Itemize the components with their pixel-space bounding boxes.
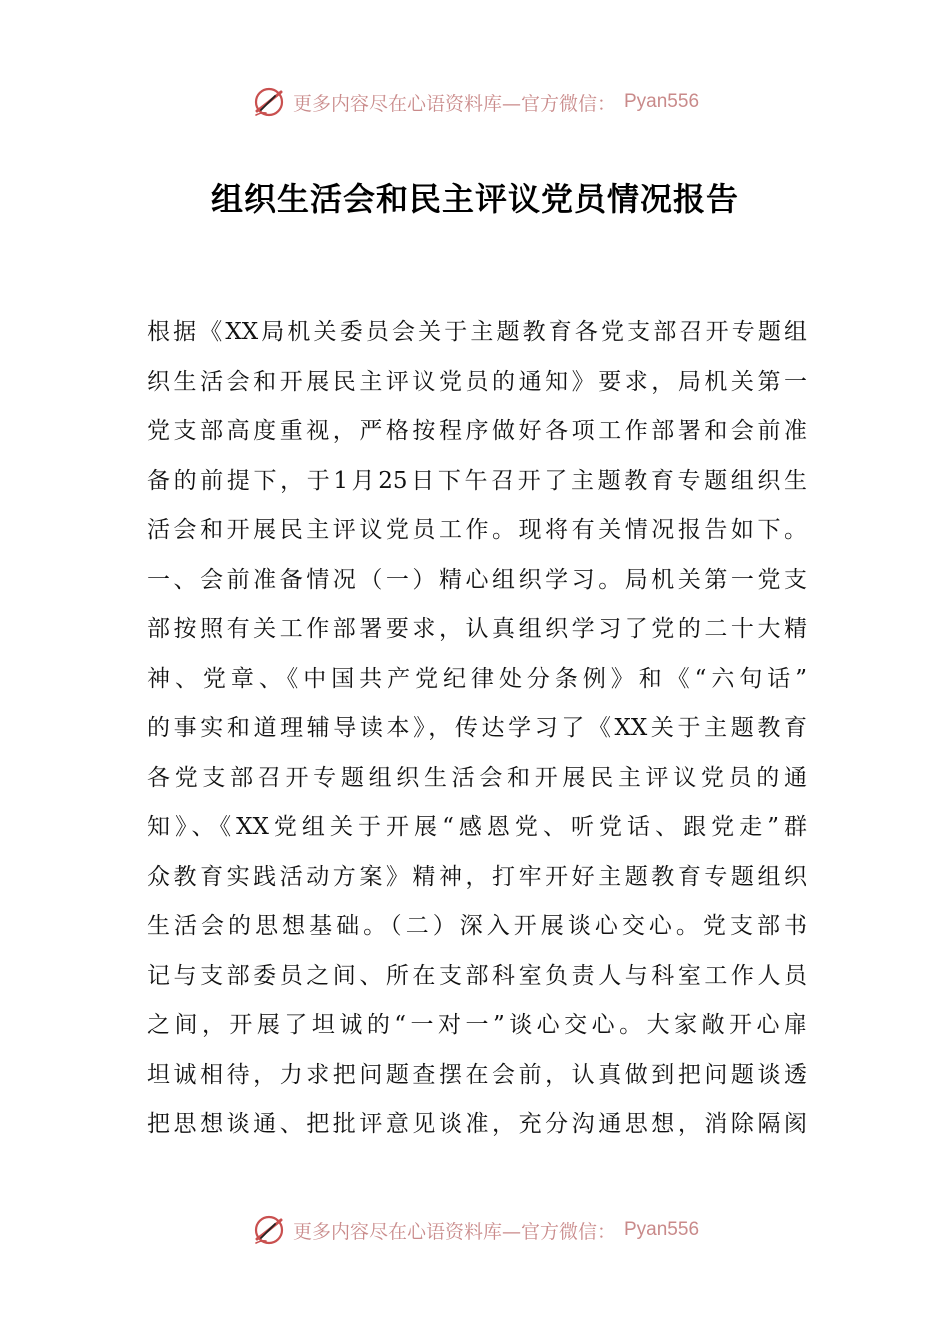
body-line: 根据《XX局机关委员会关于主题教育各党支部召开专题组 — [147, 319, 807, 345]
body-line: 知》、《XX党组关于开展“感恩党、听党话、跟党走”群 — [147, 814, 807, 840]
watermark-text: 更多内容尽在心语资料库—官方微信： — [292, 92, 616, 115]
document-title: 组织生活会和民主评议党员情况报告 — [210, 180, 739, 218]
body-line: 生活会的思想基础。（二）深入开展谈心交心。党支部书 — [147, 913, 807, 939]
pen-circle-logo-icon — [251, 1212, 287, 1248]
body-line: 织生活会和开展民主评议党员的通知》要求，局机关第一 — [147, 368, 807, 395]
body-line: 部按照有关工作部署要求，认真组织学习了党的二十大精 — [147, 616, 807, 642]
body-line: 记与支部委员之间、所在支部科室负责人与科室工作人员 — [147, 962, 807, 989]
pen-circle-logo-icon — [251, 84, 287, 120]
body-line: 的事实和道理辅导读本》，传达学习了《XX关于主题教育 — [147, 715, 807, 741]
body-line: 一、会前准备情况（一）精心组织学习。局机关第一党支 — [147, 566, 807, 593]
watermark-wechat-id: Pyan556 — [624, 1219, 700, 1240]
header-watermark — [0, 82, 950, 122]
watermark-text: 更多内容尽在心语资料库—官方微信： — [292, 1220, 616, 1243]
body-line: 活会和开展民主评议党员工作。现将有关情况报告如下。 — [147, 517, 807, 543]
footer-watermark — [0, 1210, 950, 1250]
watermark-wechat-id: Pyan556 — [624, 91, 700, 112]
body-line: 党支部高度重视，严格按程序做好各项工作部署和会前准 — [147, 418, 807, 444]
body-line: 备的前提下，于1月25日下午召开了主题教育专题组织生 — [147, 467, 807, 494]
body-line: 各党支部召开专题组织生活会和开展民主评议党员的通 — [147, 764, 807, 791]
body-line: 神、党章、《中国共产党纪律处分条例》和《“六句话” — [147, 665, 807, 692]
body-line: 之间，开展了坦诚的“一对一”谈心交心。大家敞开心扉 — [147, 1012, 807, 1038]
body-line: 把思想谈通、把批评意见谈准，充分沟通思想，消除隔阂 — [147, 1111, 807, 1137]
body-line: 坦诚相待，力求把问题查摆在会前，认真做到把问题谈透 — [147, 1061, 807, 1088]
body-line: 众教育实践活动方案》精神，打牢开好主题教育专题组织 — [147, 863, 807, 890]
document-body — [147, 308, 807, 1150]
